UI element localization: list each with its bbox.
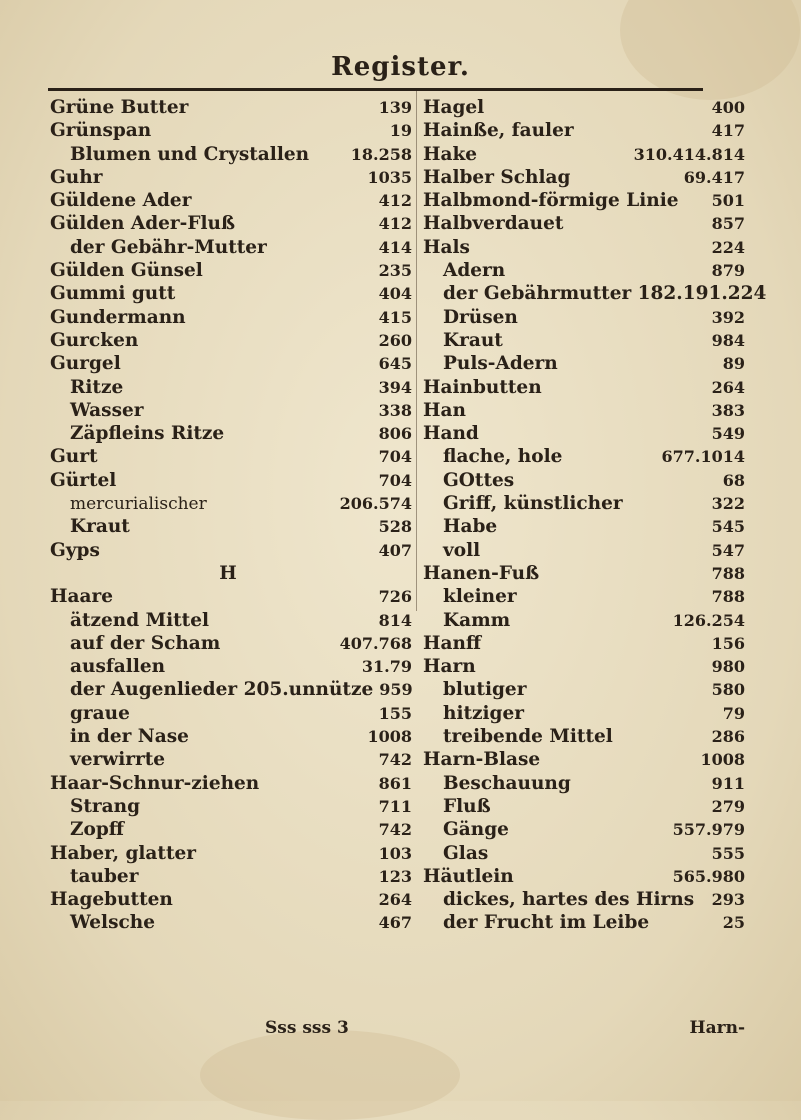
page-reference: 126.254	[672, 610, 745, 630]
page-reference: 704	[378, 447, 412, 467]
index-term: blutiger	[443, 679, 527, 701]
index-term: Haar-Schnur-ziehen	[50, 772, 260, 794]
index-term: Kraut	[443, 329, 503, 351]
index-entry	[50, 911, 412, 934]
index-term: Han	[423, 399, 466, 421]
page-reference: 79	[722, 703, 745, 723]
index-entry	[423, 492, 745, 515]
index-term: hitziger	[443, 702, 525, 724]
page-reference: 677.1014	[661, 447, 745, 467]
index-entry	[50, 772, 412, 795]
index-term: tauber	[70, 865, 139, 887]
index-entry	[423, 236, 745, 259]
page-reference: 788	[711, 587, 745, 607]
index-term: mercurialischer	[70, 494, 207, 515]
index-term: Hainße, fauler	[423, 120, 574, 142]
index-entry	[423, 399, 745, 422]
column-divider	[416, 91, 417, 611]
index-entry	[50, 585, 412, 608]
index-term: voll	[443, 539, 481, 561]
index-term: Gülden Ader-Fluß	[50, 213, 236, 235]
index-entry	[50, 678, 412, 701]
page-reference: 555	[711, 843, 745, 863]
index-term: Griff, künstlicher	[443, 493, 623, 515]
page-reference: 139	[378, 98, 412, 117]
index-term: Gänge	[443, 819, 509, 841]
index-term: auf der Scham	[70, 632, 221, 654]
page-reference: 69.417	[683, 167, 745, 187]
page-reference: 528	[378, 517, 412, 537]
index-term: Zopff	[70, 819, 124, 841]
page-reference: 726	[378, 587, 412, 607]
index-column-left	[50, 96, 412, 935]
page-reference: 414	[378, 237, 412, 257]
paper-stain	[200, 1030, 460, 1120]
index-term: Gurgel	[50, 353, 121, 375]
index-entry	[423, 795, 745, 818]
index-entry	[423, 818, 745, 841]
index-term: Harn	[423, 656, 476, 678]
index-entry	[423, 329, 745, 352]
index-entry	[423, 515, 745, 538]
index-entry	[50, 399, 412, 422]
index-term: Ritze	[70, 376, 124, 398]
index-term: Strang	[70, 795, 141, 817]
page-reference: 806	[378, 424, 412, 444]
index-term: Habe	[443, 516, 498, 538]
index-term: Häutlein	[423, 865, 514, 887]
index-entry	[50, 702, 412, 725]
index-entry	[423, 469, 745, 492]
index-term: in der Nase	[70, 726, 189, 748]
index-entry	[50, 376, 412, 399]
page-reference: 1035	[367, 167, 412, 187]
page-reference: 89	[722, 354, 745, 374]
index-term: graue	[70, 702, 130, 724]
page-reference: 264	[378, 890, 412, 910]
index-entry	[423, 748, 745, 771]
index-term: Güldene Ader	[50, 190, 192, 212]
page-reference: 392	[711, 307, 745, 327]
index-entry	[50, 306, 412, 329]
page-reference: 338	[378, 400, 412, 420]
page-reference: 19	[389, 121, 412, 141]
index-term: kleiner	[443, 586, 517, 608]
page-reference: 1008	[367, 727, 412, 747]
index-term: Grüne Butter	[50, 97, 189, 118]
page-reference: 156	[711, 633, 745, 653]
index-entry	[50, 795, 412, 818]
index-entry	[423, 725, 745, 748]
page-reference: 742	[378, 750, 412, 770]
page-reference: 645	[378, 354, 412, 374]
index-entry	[50, 236, 412, 259]
index-entry	[423, 632, 745, 655]
index-term: Gundermann	[50, 306, 186, 328]
page-reference: 861	[378, 773, 412, 793]
index-entry	[423, 888, 745, 911]
page-reference: 224	[711, 237, 745, 257]
index-term: ausfallen	[70, 656, 166, 678]
page-reference: 394	[378, 377, 412, 397]
page-reference: 264	[711, 377, 745, 397]
page-reference: 123	[378, 866, 412, 886]
index-term: Gyps	[50, 539, 100, 561]
index-term: Kamm	[443, 609, 511, 631]
index-entry	[423, 96, 745, 119]
page-reference: 788	[711, 563, 745, 583]
page-reference: 501	[711, 191, 745, 211]
index-term: Welsche	[70, 912, 155, 934]
index-entry	[50, 96, 412, 119]
page-reference: 25	[722, 913, 745, 933]
index-term: Fluß	[443, 795, 491, 817]
page-reference: 557.979	[672, 820, 745, 840]
index-entry	[423, 445, 745, 468]
page-reference: 580	[711, 680, 745, 700]
index-entry	[423, 352, 745, 375]
page-reference: 293	[711, 890, 745, 910]
page-reference: 467	[378, 913, 412, 933]
index-entry	[50, 539, 412, 562]
index-term: Hagebutten	[50, 889, 173, 911]
page-reference: 235	[378, 261, 412, 281]
index-entry	[423, 842, 745, 865]
index-entry	[423, 259, 745, 282]
index-entry	[50, 562, 412, 585]
index-entry	[50, 189, 412, 212]
page-reference: 18.258	[350, 144, 412, 164]
index-term: Hainbutten	[423, 376, 542, 398]
index-entry	[50, 842, 412, 865]
page-reference: 286	[711, 727, 745, 747]
index-entry	[50, 329, 412, 352]
page-footer	[50, 1018, 745, 1038]
index-column-right	[423, 96, 767, 935]
index-entry	[423, 376, 745, 399]
index-term: Haber, glatter	[50, 842, 197, 864]
index-term: der Gebähr-Mutter	[70, 236, 267, 258]
page-reference: 814	[378, 610, 412, 630]
index-term: Hals	[423, 236, 470, 258]
index-term: Halbverdauet	[423, 213, 564, 235]
index-term: flache, hole	[443, 446, 563, 468]
index-entry	[50, 282, 412, 305]
index-term: Kraut	[70, 516, 130, 538]
page-reference: 322	[711, 494, 745, 514]
index-term: Gürtel	[50, 469, 117, 491]
index-entry	[423, 865, 745, 888]
index-term: Zäpfleins Ritze	[70, 423, 225, 445]
page-reference: 310.414.814	[633, 144, 745, 164]
index-term: ätzend Mittel	[70, 609, 210, 631]
index-term: treibende Mittel	[443, 726, 613, 748]
index-term: der Augenlieder 205.unnütze	[70, 679, 374, 701]
index-entry	[423, 609, 745, 632]
index-entry	[50, 119, 412, 142]
index-term: Hagel	[423, 97, 485, 118]
index-term: Halber Schlag	[423, 166, 571, 188]
page-reference: 565.980	[672, 866, 745, 886]
page-reference: 545	[711, 517, 745, 537]
index-entry	[423, 911, 745, 934]
index-term: Wasser	[70, 399, 144, 421]
page-reference: 980	[711, 657, 745, 677]
index-term: Drüsen	[443, 306, 518, 328]
index-term: Beschauung	[443, 772, 571, 794]
index-entry	[423, 282, 767, 305]
index-entry	[50, 492, 412, 515]
page-reference: 206.574	[339, 494, 412, 514]
page-reference: 742	[378, 820, 412, 840]
index-entry	[50, 422, 412, 445]
page-reference: 68	[722, 470, 745, 490]
index-entry	[423, 422, 745, 445]
page-reference: 412	[378, 214, 412, 234]
index-term: Gurcken	[50, 329, 139, 351]
index-entry	[423, 166, 745, 189]
page-reference: 857	[711, 214, 745, 234]
index-entry	[423, 212, 745, 235]
index-entry	[423, 562, 745, 585]
index-term: der Gebährmutter 182.191.224	[443, 283, 767, 305]
page-reference: 279	[711, 796, 745, 816]
page-reference: 400	[711, 98, 745, 117]
index-term: GOttes	[443, 469, 515, 491]
index-term: Blumen und Crystallen	[70, 143, 310, 165]
page-reference: 984	[711, 330, 745, 350]
index-term: Halbmond-förmige Linie	[423, 190, 679, 212]
index-term: Grünspan	[50, 120, 152, 142]
page-reference: 704	[378, 470, 412, 490]
catchword: Harn-	[689, 1018, 745, 1038]
page-reference: 412	[378, 191, 412, 211]
index-entry	[50, 609, 412, 632]
index-entry	[50, 515, 412, 538]
index-entry	[423, 143, 745, 166]
index-term: Gülden Günsel	[50, 260, 203, 282]
page-reference: 407	[378, 540, 412, 560]
index-term: der Frucht im Leibe	[443, 912, 650, 934]
page-reference: 547	[711, 540, 745, 560]
paper-stain	[620, 0, 800, 100]
page-reference: 959	[379, 680, 413, 700]
index-entry	[50, 352, 412, 375]
index-term: Gurt	[50, 446, 98, 468]
index-entry	[50, 655, 412, 678]
index-term: Gummi gutt	[50, 283, 176, 305]
index-entry	[423, 306, 745, 329]
page-reference: 260	[378, 330, 412, 350]
index-term: dickes, hartes des Hirns	[443, 889, 695, 911]
index-entry	[50, 212, 412, 235]
index-term: Haare	[50, 586, 113, 608]
index-entry	[50, 259, 412, 282]
page-reference: 911	[711, 773, 745, 793]
index-entry	[423, 772, 745, 795]
page-reference: 549	[711, 424, 745, 444]
index-entry	[423, 539, 745, 562]
index-term: Hanen-Fuß	[423, 562, 540, 584]
index-term: H	[219, 562, 237, 584]
index-entry	[50, 143, 412, 166]
index-entry	[423, 678, 745, 701]
index-term: Hake	[423, 143, 478, 165]
index-entry	[50, 865, 412, 888]
page-reference: 404	[378, 284, 412, 304]
index-entry	[423, 189, 745, 212]
page-reference: 31.79	[361, 657, 412, 677]
signature-mark: Sss sss 3	[265, 1018, 349, 1038]
index-entry	[50, 632, 412, 655]
index-entry	[423, 119, 745, 142]
page-reference: 383	[711, 400, 745, 420]
index-entry	[423, 585, 745, 608]
index-entry	[50, 725, 412, 748]
page-reference: 407.768	[339, 633, 412, 653]
index-entry	[423, 702, 745, 725]
index-entry	[423, 655, 745, 678]
page-reference: 155	[378, 703, 412, 723]
index-term: Glas	[443, 842, 489, 864]
index-term: verwirrte	[70, 749, 166, 771]
header-rule	[48, 88, 703, 91]
page-reference: 103	[378, 843, 412, 863]
index-entry	[50, 166, 412, 189]
index-term: Hanff	[423, 632, 482, 654]
page-reference: 879	[711, 261, 745, 281]
page-reference: 415	[378, 307, 412, 327]
page-title: Register.	[331, 52, 470, 82]
index-entry	[50, 748, 412, 771]
index-entry	[50, 469, 412, 492]
page-reference: 711	[378, 796, 412, 816]
page-reference: 417	[711, 121, 745, 141]
index-term: Puls-Adern	[443, 353, 558, 375]
index-term: Guhr	[50, 166, 103, 188]
index-entry	[50, 818, 412, 841]
index-term: Hand	[423, 423, 479, 445]
page-reference: 1008	[700, 750, 745, 770]
index-term: Harn-Blase	[423, 749, 541, 771]
index-term: Adern	[443, 260, 506, 282]
index-entry	[50, 445, 412, 468]
index-entry	[50, 888, 412, 911]
